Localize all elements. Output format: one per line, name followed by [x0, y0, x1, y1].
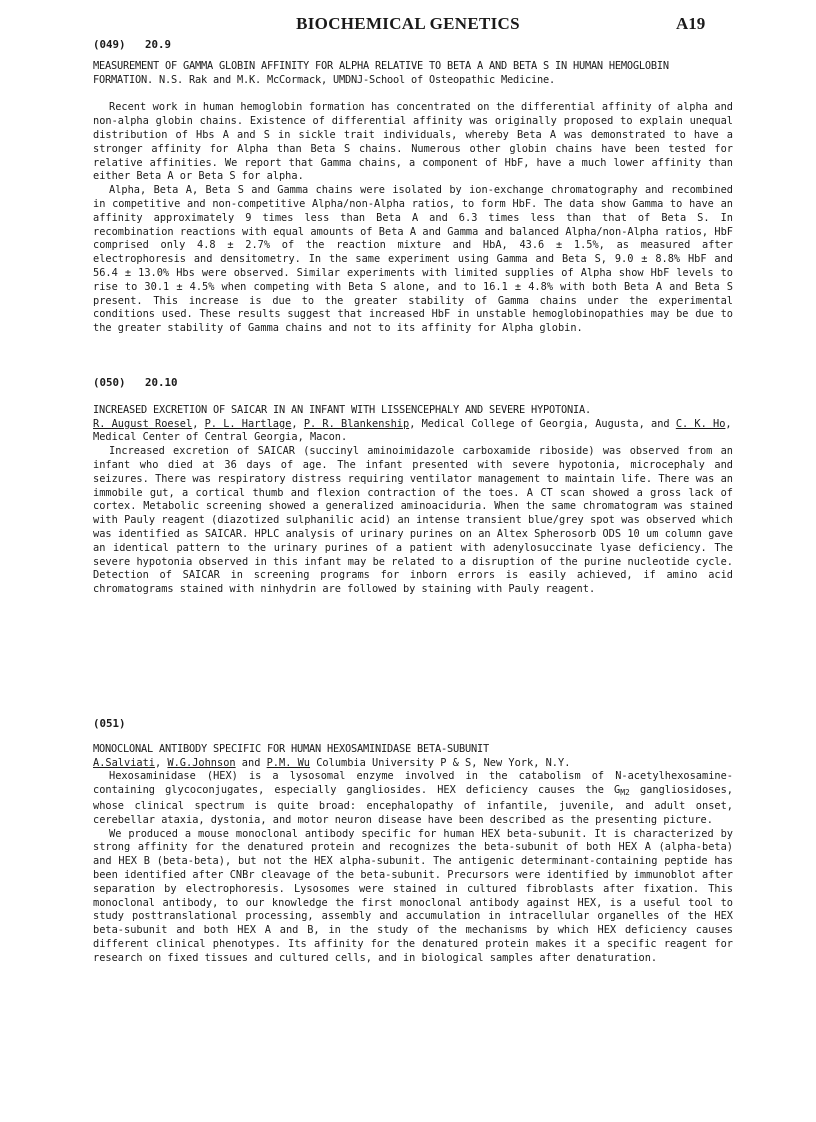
- author-name: R. August Roesel: [93, 417, 193, 430]
- author-affiliation: Medical College of Georgia,: [421, 417, 589, 430]
- page-number: A19: [676, 14, 706, 33]
- session-number: 20.10: [145, 376, 178, 389]
- abstract-050: [93, 376, 733, 597]
- abstract-051: [93, 717, 733, 966]
- abstract-title: MEASUREMENT OF GAMMA GLOBIN AFFINITY FOR ALPHA RELATIVE TO BETA A AND BETA S IN HUMAN HEMOGLOBIN FORMATION.: [93, 59, 669, 86]
- abstract-title: MONOCLONAL ANTIBODY SPECIFIC FOR HUMAN HEXOSAMINIDASE BETA-SUBUNIT: [93, 742, 489, 755]
- abstract-number: (051): [93, 717, 126, 730]
- abstract-paragraph: Alpha, Beta A, Beta S and Gamma chains were isolated by ion-exchange chromatography and recombined in competitive and non-competitive Alpha/non-Alpha ratios, to form HbF. The data show Gamma to have an affinity approximately 9 times less than Beta A and 6.3 times less than that of Beta S. In recombination reactions with equal amounts of Beta A and Gamma and balanced Alpha/non-Alpha ratios, HbF comprised only 4.8 ± 2.7% of the reaction mixture and HbA, 43.6 ± 1.5%, as measured after electrophoresis and densitometry. In the same experiment using Gamma and Beta S, 9.0 ± 8.8% HbF and 56.4 ± 13.0% Hbs were observed. Similar experiments with limited supplies of Alpha show HbF levels to rise to 30.1 ± 4.5% when competing with Beta S alone, and to 16.1 ± 4.8% with both Beta A and Beta S present. This increase is due to the greater stability of Gamma chains under the experimental conditions used. These results suggest that increased HbF in unstable hemoglobinopathies may be due to the greater stability of Gamma chains and not to its affinity for Alpha globin.: [93, 184, 733, 335]
- abstract-number: (049): [93, 38, 126, 51]
- author-name: P. R. Blankenship: [303, 417, 410, 430]
- author-name: P.M. Wu: [266, 756, 311, 769]
- abstract-authors: N.S. Rak and M.K. McCormack, UMDNJ-School of Osteopathic Medicine.: [159, 73, 555, 86]
- abstract-number-line: [93, 717, 733, 731]
- author-affiliation: Columbia University P & S, New York, N.Y.: [316, 756, 571, 769]
- author-name: C. K. Ho: [675, 417, 726, 430]
- subscript: M2: [620, 788, 630, 798]
- abstract-number: (050): [93, 376, 126, 389]
- author-name: W.G.Johnson: [167, 756, 236, 769]
- abstract-number-line: [93, 376, 733, 390]
- abstract-paragraph: Hexosaminidase (HEX) is a lysosomal enzyme involved in the catabolism of N-acetylhexosamine-containing glycoconjugates, especially gangliosides. HEX deficiency causes the $G_{M2}$ gangliosidoses, whose clinical spectrum is quite broad: encephalopathy of infantile, juvenile, and adult onset, cerebellar ataxia, dystonia, and motor neuron disease have been described as the presenting picture.: [93, 770, 733, 826]
- abstract-paragraph: Increased excretion of SAICAR (succinyl aminoimidazole carboxamide riboside) was observed from an infant who died at 36 days of age. The infant presented with severe hypotonia, microcephaly and seizures. There was respiratory distress requiring ventilator management to maintain life. There was an immobile gut, a cortical thumb and flexion contraction of the toes. A CT scan showed a gross lack of cortex. Metabolic screening showed a generalized aminoaciduria. When the same chromatogram was stained with Pauly reagent (diazotized sulphanilic acid) an intense transient blue/grey spot was observed which was identified as SAICAR. HPLC analysis of urinary purines on an Altex Spherosorb ODS 10 um column gave an identical pattern to the urinary purines of a patient with adenylosuccinate lyase deficiency. The severe hypotonia observed in this infant may be related to a disruption of the purine nucleotide cycle. Detection of SAICAR in screening programs for inborn errors is easily achieved, if amino acid chromatograms stained with ninhydrin are followed by staining with Pauly reagent.: [93, 445, 733, 596]
- abstract-authors: R. August Roesel, P. L. Hartlage, P. R. Blankenship, Medical College of Georgia, Augusta, and C. K. Ho, Medical Center of Central Georgia, Macon.: [93, 417, 732, 444]
- session-number: 20.9: [145, 38, 172, 51]
- journal-section-title: BIOCHEMICAL GENETICS: [296, 14, 520, 33]
- author-name: A.Salviati: [93, 756, 155, 769]
- abstract-authors: A.Salviati, W.G.Johnson and P.M. Wu Columbia University P & S, New York, N.Y.: [93, 756, 571, 769]
- abstract-paragraph: Recent work in human hemoglobin formation has concentrated on the differential affinity of alpha and non-alpha globin chains. Existence of differential affinity was originally proposed to explain unequal distribution of Hbs A and S in sickle trait individuals, whereby Beta A was demonstrated to have a stronger affinity for Alpha than Beta S chains. Numerous other globin chains have been tested for relative affinities. We report that Gamma chains, a component of HbF, have a much lower affinity than either Beta A or Beta S for alpha.: [93, 101, 733, 183]
- abstract-title: INCREASED EXCRETION OF SAICAR IN AN INFANT WITH LISSENCEPHALY AND SEVERE HYPOTONIA.: [93, 403, 591, 416]
- abstract-049: [93, 38, 733, 336]
- author-name: P. L. Hartlage: [204, 417, 292, 430]
- abstract-number-line: [93, 38, 733, 52]
- abstract-title-and-authors: [93, 60, 733, 88]
- author-affiliation: Medical Center of Central Georgia, Macon.: [93, 431, 348, 444]
- abstract-paragraph: We produced a mouse monoclonal antibody specific for human HEX beta-subunit. It is characterized by strong affinity for the denatured protein and recognizes the beta-subunit of both HEX A (alpha-beta) and HEX B (beta-beta), but not the HEX alpha-subunit. The antigenic determinant-containing peptide has been identified after CNBr cleavage of the beta-subunit. Precursors were identified by immunoblot after separation by electrophoresis. Lysosomes were stained in cultured fibroblasts after fixation. This monoclonal antibody, to our knowledge the first monoclonal antibody against HEX, is a useful tool to study posttranslational processing, assembly and accumulation in intracellular organelles of the HEX beta-subunit and both HEX A and B, in the study of the mechanisms by which HEX deficiency causes different clinical phenotypes. Its affinity for the denatured protein makes it a specific reagent for research on fixed tissues and cultured cells, and in biological samples after denaturation.: [93, 827, 733, 964]
